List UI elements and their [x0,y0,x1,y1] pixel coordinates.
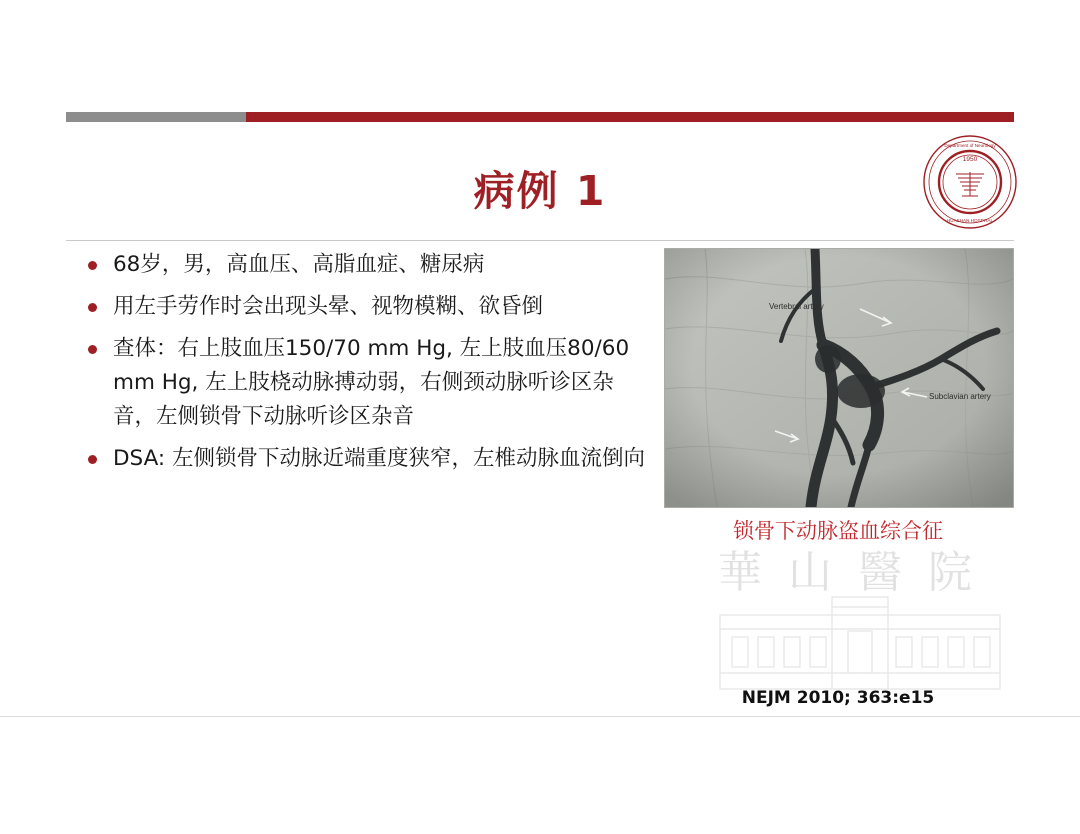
footer-divider [0,716,1080,717]
list-item-text: 68岁，男，高血压、高脂血症、糖尿病 [113,252,485,277]
svg-text:Department of Neurology: Department of Neurology [944,143,996,148]
angiogram-image [664,248,1014,508]
hospital-logo-icon [922,134,1018,230]
bullet-dot-icon [88,261,97,270]
list-item [88,290,648,324]
source-citation: NEJM 2010; 363:e15 [741,688,935,708]
hospital-watermark [700,545,1020,695]
svg-text:1950: 1950 [962,156,978,163]
label-vertebral-artery: Vertebral artery [769,302,824,311]
header-bar-red [246,112,1014,122]
svg-text:華: 華 [718,547,762,598]
svg-text:HUASHAN HOSPITAL: HUASHAN HOSPITAL [946,218,994,223]
svg-text:醫: 醫 [858,547,902,598]
bullet-list [88,248,648,484]
bullet-dot-icon [88,345,97,354]
list-item [88,442,648,476]
list-item [88,332,648,434]
list-item-text: DSA: 左侧锁骨下动脉近端重度狭窄，左椎动脉血流倒向 [113,446,646,471]
list-item-text: 查体：右上肢血压150/70 mm Hg, 左上肢血压80/60 mm Hg, 左上肢桡动脉搏动弱，右侧颈动脉听诊区杂音，左侧锁骨下动脉听诊区杂音 [113,336,630,429]
label-subclavian-artery: Subclavian artery [929,392,991,401]
title-divider [66,240,1014,241]
bullet-dot-icon [88,455,97,464]
page-title: 病例 1 [473,167,607,215]
list-item [88,248,648,282]
image-caption: 锁骨下动脉盗血综合征 [733,519,943,543]
bullet-dot-icon [88,303,97,312]
list-item-text: 用左手劳作时会出现头晕、视物模糊、欲昏倒 [113,294,544,319]
svg-text:山: 山 [788,547,832,598]
svg-text:院: 院 [928,547,972,598]
header-bar-gray [66,112,246,122]
